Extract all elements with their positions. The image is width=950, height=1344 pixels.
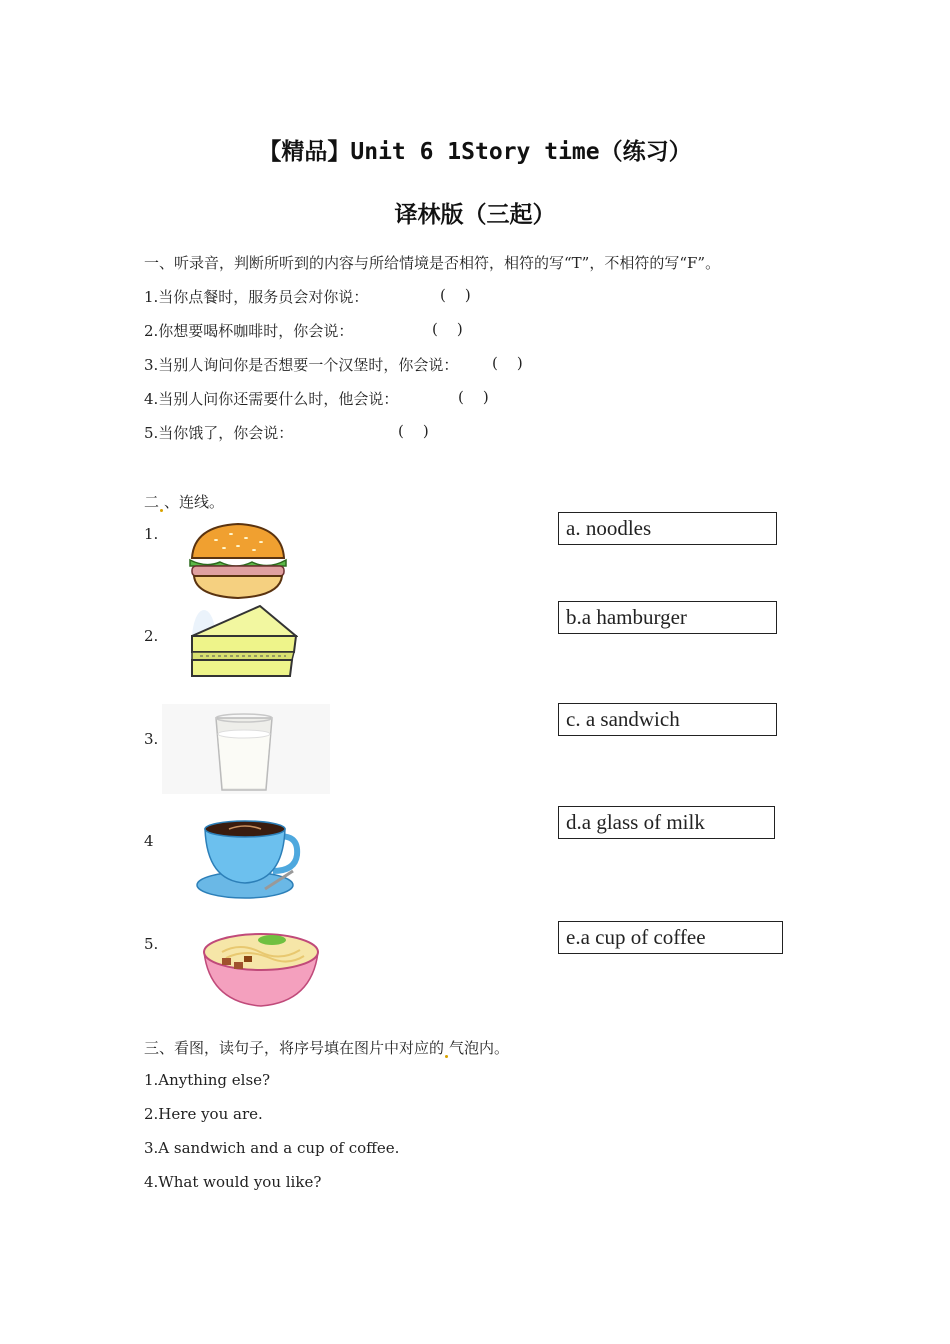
- match-number-1: 1.: [144, 525, 159, 543]
- section1-item-2: 2.你想要喝杯咖啡时，你会说：: [144, 322, 354, 340]
- option-noodles[interactable]: a. noodles: [558, 512, 777, 545]
- page-subtitle: 译林版（三起）: [394, 201, 556, 228]
- hamburger-icon[interactable]: [186, 520, 290, 602]
- answer-blank-3[interactable]: ( ): [492, 354, 523, 372]
- noodle-bowl-icon[interactable]: [200, 928, 322, 1008]
- section2-heading-number: 二: [144, 493, 160, 511]
- coffee-cup-icon[interactable]: [195, 815, 303, 903]
- section1-item-4: 4.当别人问你还需要什么时，他会说：: [144, 390, 399, 408]
- sentence-4: 4.What would you like?: [144, 1173, 322, 1191]
- sandwich-icon[interactable]: [186, 600, 298, 692]
- marker-dot: [160, 509, 163, 512]
- option-glass-of-milk[interactable]: d.a glass of milk: [558, 806, 775, 839]
- section3-heading-end: 气泡内。: [449, 1039, 510, 1057]
- answer-blank-5[interactable]: ( ): [398, 422, 429, 440]
- match-number-5: 5.: [144, 935, 159, 953]
- section1-item-1: 1.当你点餐时，服务员会对你说：: [144, 288, 369, 306]
- section1-heading: 一、听录音，判断所听到的内容与所给情境是否相符，相符的写“T”，不相符的写“F”。: [144, 254, 721, 272]
- section3-heading-text: 三、看图，读句子，将序号填在图片中对应的: [144, 1039, 445, 1057]
- sentence-1: 1.Anything else?: [144, 1071, 271, 1089]
- option-sandwich[interactable]: c. a sandwich: [558, 703, 777, 736]
- answer-blank-4[interactable]: ( ): [458, 388, 489, 406]
- answer-blank-2[interactable]: ( ): [432, 320, 463, 338]
- section1-item-5: 5.当你饿了，你会说：: [144, 424, 294, 442]
- sentence-3: 3.A sandwich and a cup of coffee.: [144, 1139, 400, 1157]
- match-number-4: 4: [144, 832, 154, 850]
- match-number-2: 2.: [144, 627, 159, 645]
- marker-dot: [445, 1055, 448, 1058]
- section3-heading: [144, 1037, 509, 1058]
- sentence-2: 2.Here you are.: [144, 1105, 263, 1123]
- match-number-3: 3.: [144, 730, 159, 748]
- page-title: 【精品】Unit 6 1Story time（练习）: [258, 139, 692, 165]
- section1-item-3: 3.当别人询问你是否想要一个汉堡时，你会说：: [144, 356, 459, 374]
- option-cup-of-coffee[interactable]: e.a cup of coffee: [558, 921, 783, 954]
- section2-heading-text: 、连线。: [164, 493, 225, 511]
- answer-blank-1[interactable]: ( ): [440, 286, 471, 304]
- option-hamburger[interactable]: b.a hamburger: [558, 601, 777, 634]
- milk-glass-icon[interactable]: [162, 704, 330, 794]
- section2-heading: [144, 491, 224, 512]
